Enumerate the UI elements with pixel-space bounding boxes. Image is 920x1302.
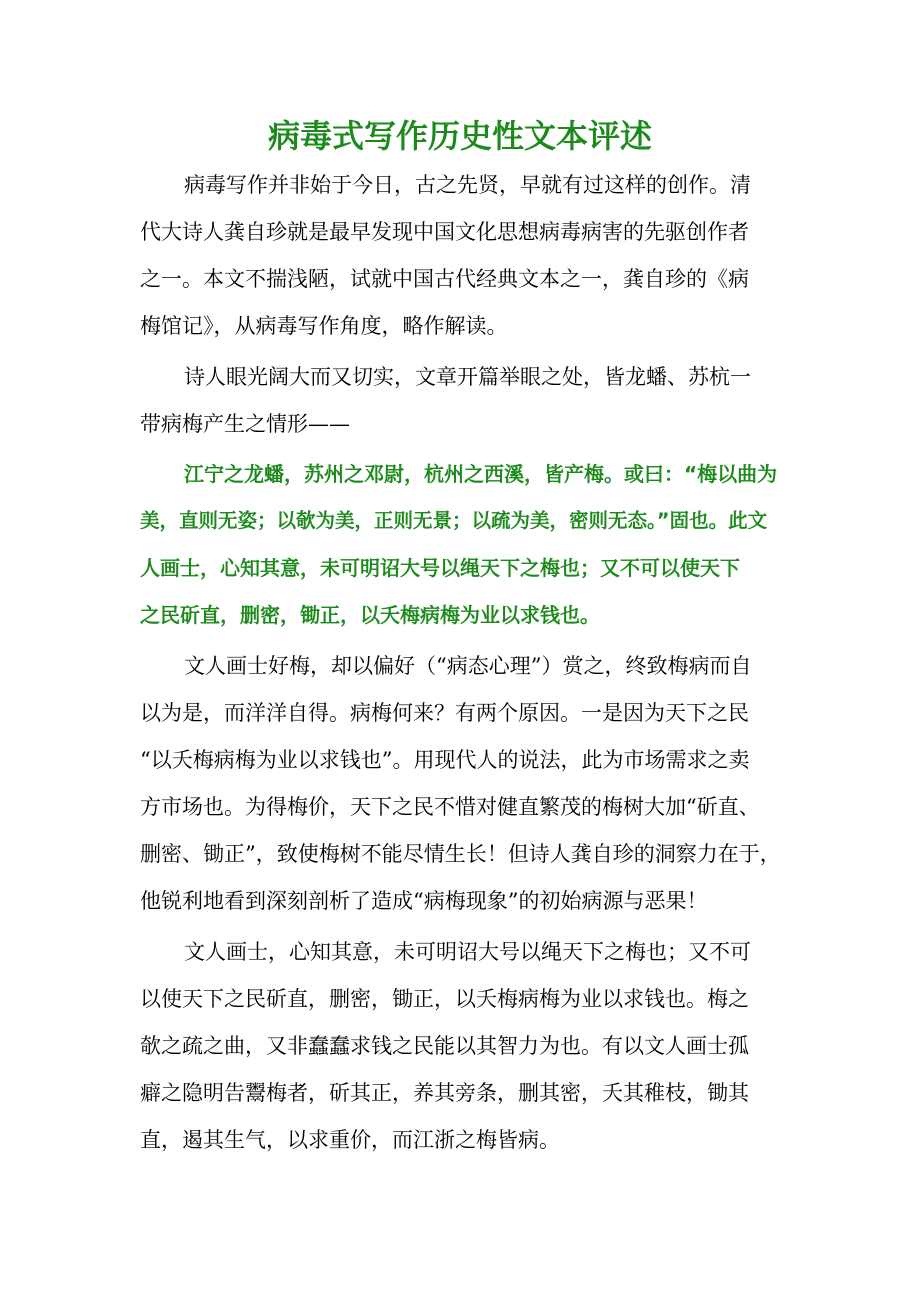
document-title: 病毒式写作历史性文本评述 (267, 117, 652, 155)
text-line: 方市场也。为得梅价，天下之民不惜对健直繁茂的梅树大加“斫直、 (140, 795, 760, 819)
text-line: 文人画士好梅，却以偏好（“病态心理”）赏之，终致梅病而自 (184, 654, 752, 678)
text-line: 文人画士，心知其意，未可明诏大号以绳天下之梅也；又不可 (184, 940, 751, 964)
text-line: 梅馆记》，从病毒写作角度，略作解读。 (140, 314, 508, 338)
text-line: 带病梅产生之情形—— (140, 412, 350, 436)
quote-line: 江宁之龙蟠，苏州之邓尉，杭州之西溪，皆产梅。或曰：“梅以曲为 (184, 462, 778, 486)
text-line: 病毒写作并非始于今日，古之先贤，早就有过这样的创作。清 (184, 173, 751, 197)
text-line: 欹之疏之曲，又非蠢蠢求钱之民能以其智力为也。有以文人画士孤 (140, 1034, 749, 1058)
text-line: 癖之隐明告鬻梅者，斫其正，养其旁条，删其密，夭其稚枝，锄其 (140, 1081, 749, 1105)
text-line: 直，遏其生气，以求重价，而江浙之梅皆病。 (140, 1128, 560, 1152)
text-line: 代大诗人龚自珍就是最早发现中国文化思想病毒病害的先驱创作者 (140, 220, 749, 244)
text-line: 以为是，而洋洋自得。病梅何来？有两个原因。一是因为天下之民 (140, 701, 749, 725)
quote-line: 人画士，心知其意，未可明诏大号以绳天下之梅也；又不可以使天下 (140, 556, 740, 580)
quote-line: 美，直则无姿；以欹为美，正则无景；以疏为美，密则无态。”固也。此文 (140, 509, 768, 532)
text-line: 删密、锄正”，致使梅树不能尽情生长！但诗人龚自珍的洞察力在于， (140, 842, 781, 866)
text-line: 之一。本文不揣浅陋，试就中国古代经典文本之一，龚自珍的《病 (140, 267, 749, 291)
text-line: 他锐利地看到深刻剖析了造成“病梅现象”的初始病源与恶果！ (140, 889, 708, 913)
text-line: 以使天下之民斫直，删密，锄正，以夭梅病梅为业以求钱也。梅之 (140, 987, 749, 1011)
quote-line: 之民斫直，删密，锄正，以夭梅病梅为业以求钱也。 (140, 603, 600, 627)
text-line: “以夭梅病梅为业以求钱也”。用现代人的说法，此为市场需求之卖 (140, 748, 750, 772)
text-line: 诗人眼光阔大而又切实，文章开篇举眼之处，皆龙蟠、苏杭一 (184, 365, 751, 389)
